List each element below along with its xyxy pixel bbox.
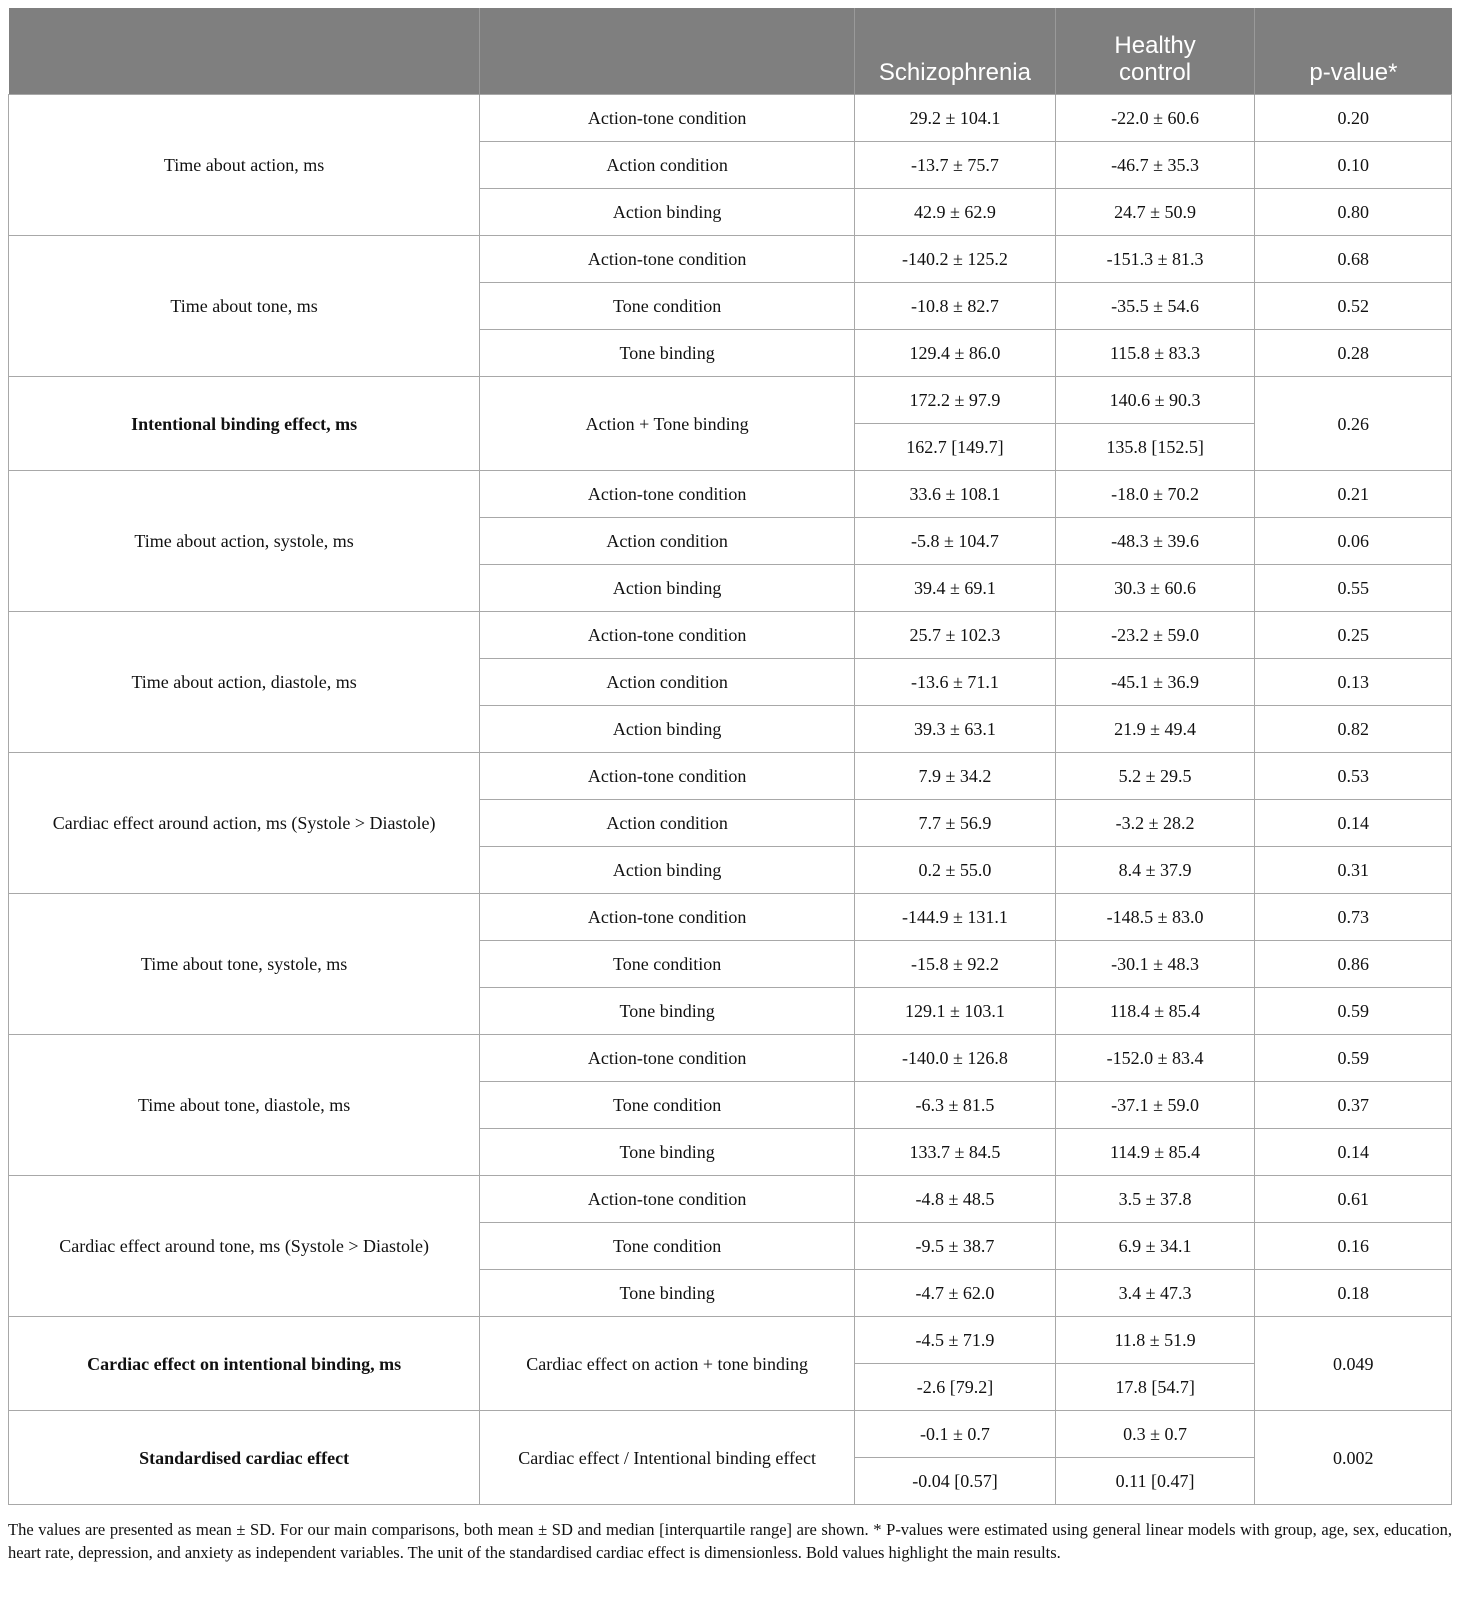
table-row (9, 753, 1452, 800)
condition-label: Action-tone condition (480, 471, 855, 518)
condition-label: Action-tone condition (480, 1176, 855, 1223)
healthy-control-value: 114.9 ± 85.4 (1055, 1129, 1255, 1176)
p-value: 0.28 (1255, 330, 1452, 377)
healthy-control-value: 3.4 ± 47.3 (1055, 1270, 1255, 1317)
p-value: 0.61 (1255, 1176, 1452, 1223)
p-value: 0.14 (1255, 800, 1452, 847)
healthy-control-value: 5.2 ± 29.5 (1055, 753, 1255, 800)
condition-label: Tone binding (480, 1129, 855, 1176)
condition-label: Action-tone condition (480, 1035, 855, 1082)
p-value: 0.53 (1255, 753, 1452, 800)
healthy-control-value: 24.7 ± 50.9 (1055, 189, 1255, 236)
p-value: 0.13 (1255, 659, 1452, 706)
condition-label: Action condition (480, 518, 855, 565)
table-footnote: The values are presented as mean ± SD. For our main comparisons, both mean ± SD and median [interquartile range] are shown. * P-values were estimated using general linear models with group, age, sex, education, heart rate, depression, and anxiety as independent variables. The unit of the standardised cardiac effect is dimensionless. Bold values highlight the main results. (8, 1520, 1452, 1562)
condition-label: Tone condition (480, 1223, 855, 1270)
header-healthy-control (1055, 8, 1255, 95)
schizophrenia-value: -5.8 ± 104.7 (855, 518, 1056, 565)
schizophrenia-value: -10.8 ± 82.7 (855, 283, 1056, 330)
healthy-control-value: -45.1 ± 36.9 (1055, 659, 1255, 706)
condition-label: Tone condition (480, 941, 855, 988)
schizophrenia-value: -15.8 ± 92.2 (855, 941, 1056, 988)
schizophrenia-value: -144.9 ± 131.1 (855, 894, 1056, 941)
healthy-control-value: -37.1 ± 59.0 (1055, 1082, 1255, 1129)
schizophrenia-value: 172.2 ± 97.9 (855, 377, 1056, 424)
p-value: 0.59 (1255, 1035, 1452, 1082)
table-row (9, 612, 1452, 659)
table-row (9, 894, 1452, 941)
results-table-container (8, 8, 1452, 1505)
condition-label: Action condition (480, 659, 855, 706)
schizophrenia-value: -4.7 ± 62.0 (855, 1270, 1056, 1317)
schizophrenia-value: 7.9 ± 34.2 (855, 753, 1056, 800)
schizophrenia-value: -4.5 ± 71.9 (855, 1317, 1056, 1364)
schizophrenia-value: 33.6 ± 108.1 (855, 471, 1056, 518)
schizophrenia-value: 39.3 ± 63.1 (855, 706, 1056, 753)
table-row (9, 1317, 1452, 1364)
condition-label: Action binding (480, 565, 855, 612)
p-value: 0.14 (1255, 1129, 1452, 1176)
p-value: 0.10 (1255, 142, 1452, 189)
healthy-control-value: -148.5 ± 83.0 (1055, 894, 1255, 941)
condition-label: Action + Tone binding (480, 377, 855, 471)
healthy-control-value: 118.4 ± 85.4 (1055, 988, 1255, 1035)
p-value: 0.52 (1255, 283, 1452, 330)
healthy-control-value: -3.2 ± 28.2 (1055, 800, 1255, 847)
healthy-control-value: 0.3 ± 0.7 (1055, 1411, 1255, 1458)
healthy-control-value: -46.7 ± 35.3 (1055, 142, 1255, 189)
healthy-control-value: 11.8 ± 51.9 (1055, 1317, 1255, 1364)
schizophrenia-value: 133.7 ± 84.5 (855, 1129, 1056, 1176)
measure-label: Time about action, ms (9, 95, 480, 236)
condition-label: Action-tone condition (480, 236, 855, 283)
measure-label: Time about tone, ms (9, 236, 480, 377)
p-value: 0.86 (1255, 941, 1452, 988)
schizophrenia-value: 129.4 ± 86.0 (855, 330, 1056, 377)
schizophrenia-value: 42.9 ± 62.9 (855, 189, 1056, 236)
healthy-control-value: 17.8 [54.7] (1055, 1364, 1255, 1411)
p-value: 0.06 (1255, 518, 1452, 565)
p-value: 0.80 (1255, 189, 1452, 236)
p-value: 0.82 (1255, 706, 1452, 753)
healthy-control-value: 115.8 ± 83.3 (1055, 330, 1255, 377)
p-value: 0.18 (1255, 1270, 1452, 1317)
condition-label: Action-tone condition (480, 894, 855, 941)
condition-label: Action binding (480, 847, 855, 894)
condition-label: Action condition (480, 800, 855, 847)
table-row (9, 95, 1452, 142)
measure-label: Intentional binding effect, ms (9, 377, 480, 471)
table-row (9, 1176, 1452, 1223)
schizophrenia-value: 25.7 ± 102.3 (855, 612, 1056, 659)
healthy-control-value: -152.0 ± 83.4 (1055, 1035, 1255, 1082)
measure-label: Time about tone, systole, ms (9, 894, 480, 1035)
healthy-control-value: -48.3 ± 39.6 (1055, 518, 1255, 565)
p-value: 0.37 (1255, 1082, 1452, 1129)
condition-label: Action binding (480, 189, 855, 236)
p-value: 0.73 (1255, 894, 1452, 941)
healthy-control-value: -35.5 ± 54.6 (1055, 283, 1255, 330)
schizophrenia-value: 162.7 [149.7] (855, 424, 1056, 471)
header-condition (480, 8, 855, 95)
p-value: 0.31 (1255, 847, 1452, 894)
healthy-control-value: -22.0 ± 60.6 (1055, 95, 1255, 142)
healthy-control-value: 6.9 ± 34.1 (1055, 1223, 1255, 1270)
table-row (9, 1035, 1452, 1082)
condition-label: Tone binding (480, 330, 855, 377)
p-value: 0.59 (1255, 988, 1452, 1035)
header-healthy-line2: control (1119, 59, 1192, 86)
condition-label: Cardiac effect / Intentional binding effect (480, 1411, 855, 1505)
healthy-control-value: 8.4 ± 37.9 (1055, 847, 1255, 894)
table-row (9, 471, 1452, 518)
condition-label: Cardiac effect on action + tone binding (480, 1317, 855, 1411)
schizophrenia-value: -2.6 [79.2] (855, 1364, 1056, 1411)
condition-label: Action condition (480, 142, 855, 189)
healthy-control-value: 3.5 ± 37.8 (1055, 1176, 1255, 1223)
p-value: 0.68 (1255, 236, 1452, 283)
healthy-control-value: -18.0 ± 70.2 (1055, 471, 1255, 518)
condition-label: Action binding (480, 706, 855, 753)
healthy-control-value: -23.2 ± 59.0 (1055, 612, 1255, 659)
schizophrenia-value: -140.0 ± 126.8 (855, 1035, 1056, 1082)
schizophrenia-value: 129.1 ± 103.1 (855, 988, 1056, 1035)
condition-label: Tone binding (480, 988, 855, 1035)
results-table (8, 8, 1452, 1505)
healthy-control-value: -151.3 ± 81.3 (1055, 236, 1255, 283)
p-value: 0.002 (1255, 1411, 1452, 1505)
schizophrenia-value: -13.7 ± 75.7 (855, 142, 1056, 189)
healthy-control-value: 140.6 ± 90.3 (1055, 377, 1255, 424)
measure-label: Time about action, diastole, ms (9, 612, 480, 753)
measure-label: Cardiac effect on intentional binding, ms (9, 1317, 480, 1411)
schizophrenia-value: -4.8 ± 48.5 (855, 1176, 1056, 1223)
table-row (9, 236, 1452, 283)
healthy-control-value: -30.1 ± 48.3 (1055, 941, 1255, 988)
header-healthy-line1: Healthy (1114, 32, 1196, 59)
p-value: 0.20 (1255, 95, 1452, 142)
schizophrenia-value: 29.2 ± 104.1 (855, 95, 1056, 142)
measure-label: Cardiac effect around tone, ms (Systole > Diastole) (9, 1176, 480, 1317)
schizophrenia-value: -9.5 ± 38.7 (855, 1223, 1056, 1270)
schizophrenia-value: 0.2 ± 55.0 (855, 847, 1056, 894)
condition-label: Action-tone condition (480, 95, 855, 142)
healthy-control-value: 21.9 ± 49.4 (1055, 706, 1255, 753)
schizophrenia-value: -0.04 [0.57] (855, 1458, 1056, 1505)
p-value: 0.26 (1255, 377, 1452, 471)
measure-label: Time about action, systole, ms (9, 471, 480, 612)
table-header (9, 8, 1452, 95)
condition-label: Tone binding (480, 1270, 855, 1317)
p-value: 0.55 (1255, 565, 1452, 612)
measure-label: Standardised cardiac effect (9, 1411, 480, 1505)
p-value: 0.25 (1255, 612, 1452, 659)
measure-label: Cardiac effect around action, ms (Systole > Diastole) (9, 753, 480, 894)
schizophrenia-value: -6.3 ± 81.5 (855, 1082, 1056, 1129)
p-value: 0.21 (1255, 471, 1452, 518)
header-p-value: p-value* (1255, 8, 1452, 95)
schizophrenia-value: -140.2 ± 125.2 (855, 236, 1056, 283)
condition-label: Tone condition (480, 283, 855, 330)
header-measure (9, 8, 480, 95)
p-value: 0.049 (1255, 1317, 1452, 1411)
condition-label: Tone condition (480, 1082, 855, 1129)
healthy-control-value: 30.3 ± 60.6 (1055, 565, 1255, 612)
schizophrenia-value: 7.7 ± 56.9 (855, 800, 1056, 847)
table-row (9, 1411, 1452, 1458)
healthy-control-value: 135.8 [152.5] (1055, 424, 1255, 471)
measure-label: Time about tone, diastole, ms (9, 1035, 480, 1176)
condition-label: Action-tone condition (480, 612, 855, 659)
schizophrenia-value: 39.4 ± 69.1 (855, 565, 1056, 612)
healthy-control-value: 0.11 [0.47] (1055, 1458, 1255, 1505)
header-schizophrenia: Schizophrenia (855, 8, 1056, 95)
schizophrenia-value: -0.1 ± 0.7 (855, 1411, 1056, 1458)
header-row (9, 8, 1452, 95)
p-value: 0.16 (1255, 1223, 1452, 1270)
schizophrenia-value: -13.6 ± 71.1 (855, 659, 1056, 706)
table-body (9, 95, 1452, 1505)
table-row (9, 377, 1452, 424)
condition-label: Action-tone condition (480, 753, 855, 800)
